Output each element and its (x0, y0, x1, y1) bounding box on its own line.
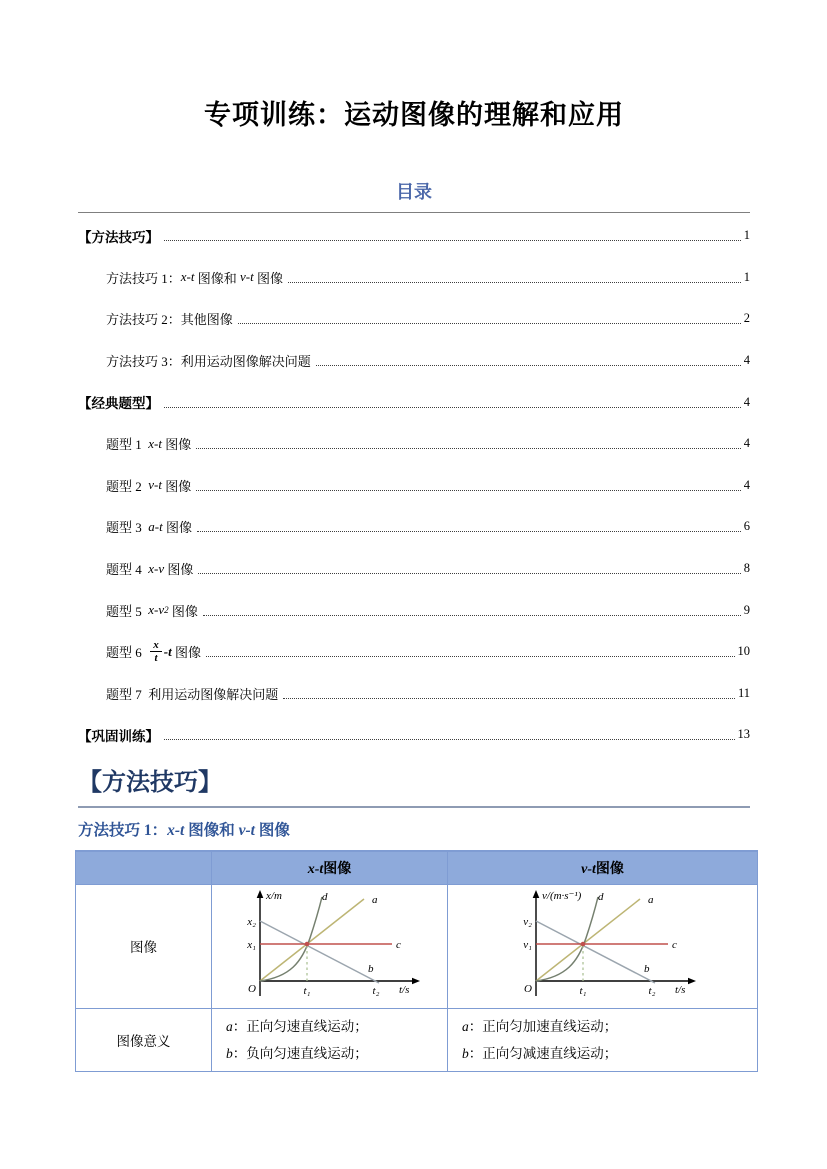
dotted-leader (197, 531, 741, 532)
toc-page-number: 6 (743, 519, 750, 534)
formula-vt: v-t (240, 269, 254, 285)
toc-entry-label: 【经典题型】 (78, 396, 159, 412)
label-c: c (395, 938, 401, 951)
toc-entry-type-5[interactable]: 题型 5 x-v 2 图像 9 (106, 602, 750, 619)
toc-entry-label: 【巩固训练】 (78, 728, 159, 744)
label-a: a (371, 893, 377, 906)
toc-entry-label: 题型 1 (106, 437, 149, 453)
formula-vt: v-t (238, 821, 255, 839)
toc-entry-label: 题型 6 (106, 645, 149, 661)
toc-page-number: 13 (737, 727, 750, 742)
label-d: d (597, 890, 603, 903)
line-a (260, 899, 364, 981)
x-axis-arrow-icon (412, 977, 420, 984)
formula-xv2-exponent: 2 (164, 605, 169, 616)
dotted-leader (288, 282, 741, 283)
label-b: b (643, 962, 649, 975)
toc-entry-type-1[interactable]: 题型 1 x-t 图像 4 (106, 435, 750, 453)
toc-page-number: 2 (743, 311, 750, 326)
t2-tick-label: t₂ (648, 984, 655, 997)
toc-entry-method-skills[interactable] (78, 215, 750, 257)
t1-tick-label: t₁ (579, 984, 586, 997)
formula-xt: x-t (167, 821, 185, 839)
toc-entry-skill-3[interactable] (78, 340, 750, 382)
y-axis-arrow-icon (256, 890, 263, 898)
toc-entry-label: 【方法技巧】 (78, 229, 159, 245)
meaning-line-a: a：正向匀速直线运动； (226, 1018, 368, 1034)
toc-page-number: 8 (743, 561, 750, 576)
dotted-leader (203, 615, 741, 616)
toc-page-number: 4 (743, 394, 750, 409)
toc-page-number: 1 (743, 269, 750, 284)
toc-entry-type-3[interactable]: 题型 3 a-t 图像 6 (106, 518, 750, 536)
toc-page-number: 4 (743, 477, 750, 492)
section-heading: 【方法技巧】 (78, 768, 750, 808)
label-c: c (671, 938, 677, 951)
row-label-meaning: 图像意义 (76, 1008, 212, 1071)
origin-label: O (247, 982, 256, 995)
toc-page-number: 9 (743, 602, 750, 617)
toc-entry-label: 方法技巧 2：其他图像 (106, 312, 233, 328)
dotted-leader (164, 739, 735, 740)
toc-page-number: 10 (737, 644, 750, 659)
formula-xt: x-t (148, 435, 162, 451)
line-a (536, 899, 640, 981)
meaning-line-a: a：正向匀加速直线运动； (462, 1018, 618, 1034)
header-vt-cell: v-t图像 (448, 851, 758, 885)
toc-entry-type-2[interactable]: 题型 2 v-t 图像 4 (106, 477, 750, 494)
t2-tick-label: t₂ (372, 984, 379, 997)
toc-entry-label: 题型 5 (106, 603, 149, 619)
toc-entry-label: 题型 4 (106, 562, 149, 578)
dotted-leader (164, 240, 741, 241)
dotted-leader (164, 407, 741, 408)
formula-xv: x-v (148, 560, 165, 576)
label-d: d (321, 890, 327, 903)
y1-tick-label: x₁ (246, 938, 256, 951)
intersection-point (304, 941, 309, 946)
xt-meaning-cell (212, 1008, 448, 1071)
toc-entry-skill-1[interactable]: 方法技巧 1： x-t 图像和 v-t 图像 1 (106, 269, 750, 286)
dotted-leader (198, 573, 740, 574)
vt-graph-cell (448, 884, 758, 1008)
x-axis-label: t/s (674, 983, 685, 996)
toc-divider (78, 212, 750, 213)
toc-entry-consolidation[interactable] (78, 714, 750, 756)
line-b (260, 921, 379, 983)
formula-minus-t: -t (163, 643, 172, 659)
formula-xt: x-t (180, 269, 195, 285)
meaning-row (76, 1008, 758, 1071)
page-title: 专项训练：运动图像的理解和应用 (204, 100, 624, 130)
toc-entry-classic-problems[interactable] (78, 381, 750, 423)
vt-meaning-cell (448, 1008, 758, 1071)
meaning-line-b: b：正向匀减速直线运动； (462, 1045, 618, 1061)
graphs-row (76, 884, 758, 1008)
toc-entry-label: 题型 2 (106, 478, 149, 494)
header-empty-cell (76, 851, 212, 885)
dotted-leader (316, 365, 741, 366)
toc-entry-type-4[interactable]: 题型 4 x-v 图像 8 (106, 560, 750, 578)
meaning-line-b: b：负向匀速直线运动； (226, 1045, 368, 1061)
toc-page-number: 4 (743, 353, 750, 368)
formula-at: a-t (148, 518, 163, 534)
table-header-row (76, 851, 758, 885)
toc-entry-skill-2[interactable] (78, 298, 750, 340)
y2-tick-label: x₂ (246, 915, 256, 928)
table-of-contents (78, 215, 750, 756)
y-axis-label: v/(m·s⁻¹) (541, 889, 581, 902)
formula-xv2: x-v (148, 602, 165, 618)
t1-tick-label: t₁ (303, 984, 310, 997)
formula-x-over-t: $\frac{x}{t}$ (150, 639, 162, 665)
dotted-leader (238, 323, 741, 324)
toc-entry-label: 方法技巧 3：利用运动图像解决问题 (106, 354, 311, 370)
toc-page-number: 1 (743, 228, 750, 243)
dotted-leader (196, 448, 741, 449)
y2-tick-label: v₂ (522, 915, 532, 928)
x-axis-label: t/s (398, 983, 409, 996)
intersection-point (580, 941, 585, 946)
origin-label: O (523, 982, 532, 995)
vt-graph (498, 886, 708, 1002)
toc-page-number: 11 (737, 685, 750, 700)
dotted-leader (206, 656, 735, 657)
formula-vt: v-t (148, 477, 162, 493)
toc-entry-label: 题型 7 利用运动图像解决问题 (106, 686, 279, 702)
toc-entry-type-6[interactable]: 题型 6 $\frac{x}{t}$ -t 图像 10 (106, 638, 750, 665)
header-xt-cell: x-t图像 (212, 851, 448, 885)
toc-title: 目录 (396, 182, 432, 202)
label-b: b (367, 962, 373, 975)
xt-graph (230, 886, 430, 1002)
x-axis-arrow-icon (688, 977, 696, 984)
dotted-leader (283, 698, 735, 699)
toc-entry-label: 题型 3 (106, 520, 149, 536)
toc-page-number: 4 (743, 436, 750, 451)
label-a: a (647, 893, 653, 906)
row-label-graph: 图像 (76, 884, 212, 1008)
y1-tick-label: v₁ (522, 938, 532, 951)
document-content (78, 0, 750, 1072)
toc-entry-type-7[interactable] (78, 673, 750, 715)
toc-entry-label: 方法技巧 1： (106, 270, 181, 286)
y-axis-label: x/m (265, 889, 282, 902)
subsection-heading: 方法技巧 1：x-t 图像和 v-t 图像 (78, 821, 290, 839)
line-b (536, 921, 655, 983)
y-axis-arrow-icon (532, 890, 539, 898)
xt-graph-cell (212, 884, 448, 1008)
dotted-leader (196, 490, 741, 491)
method-comparison-table (75, 850, 758, 1072)
